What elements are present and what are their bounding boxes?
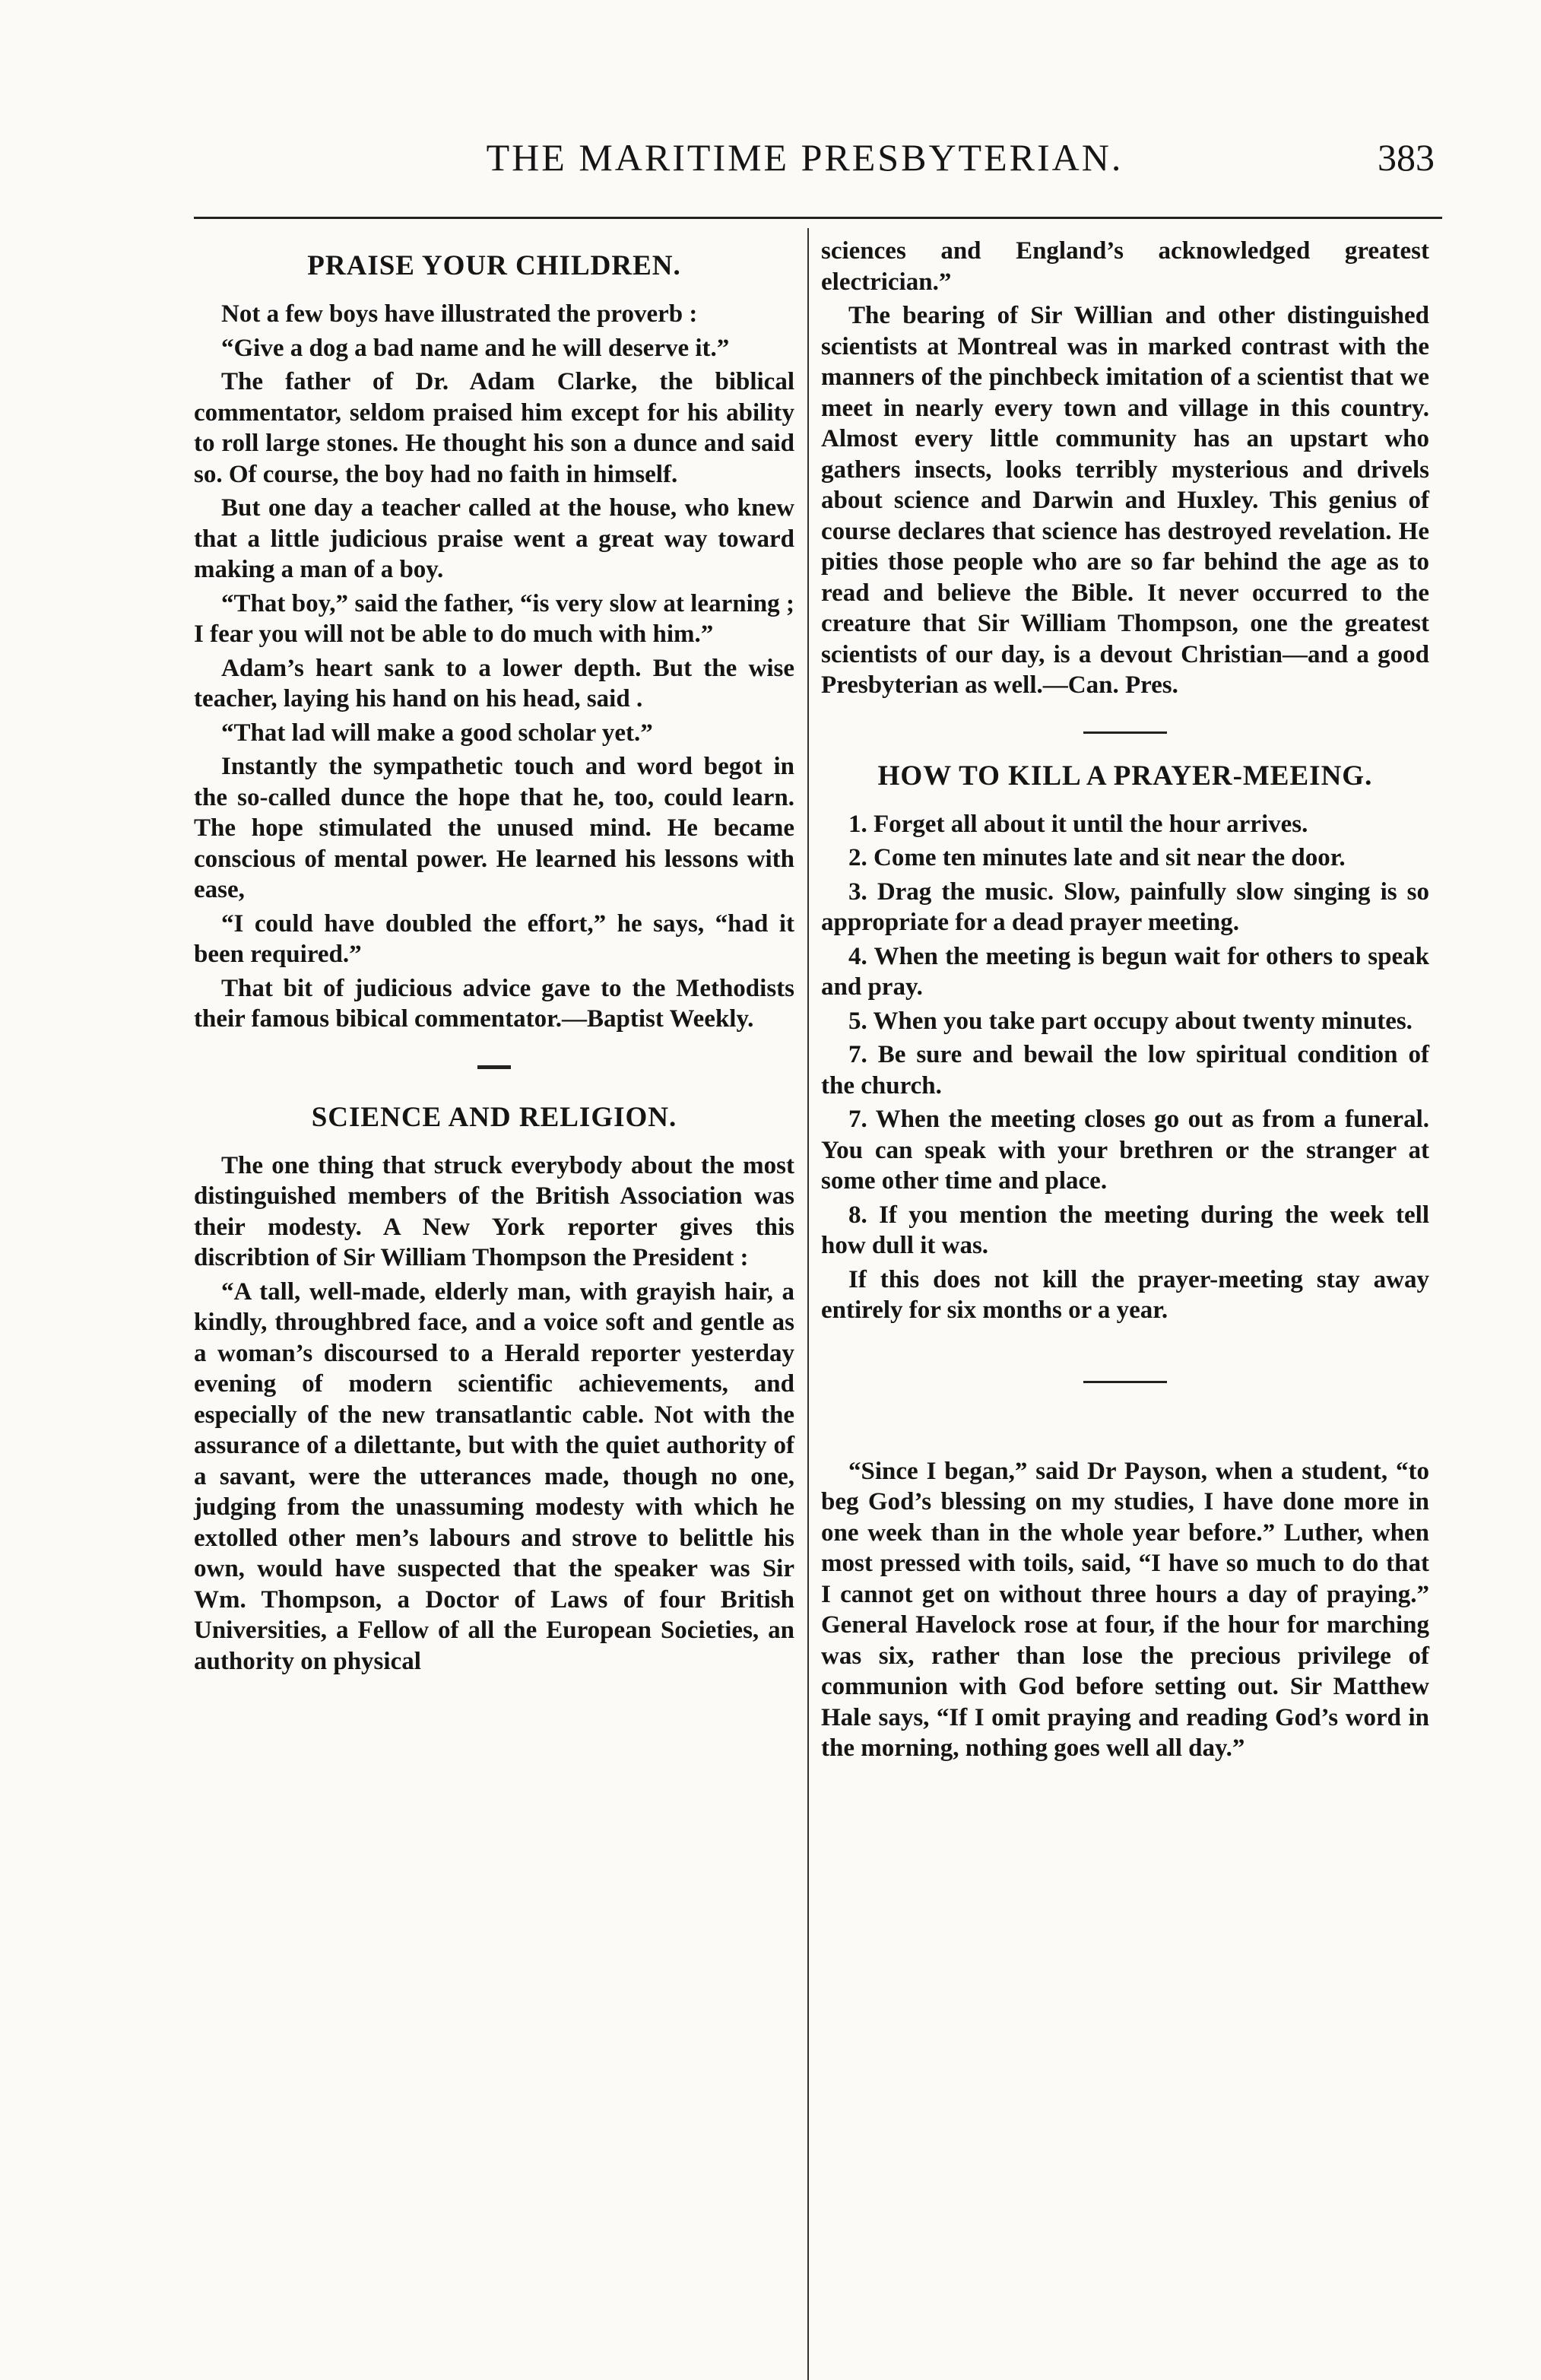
article-paragraph: sciences and England’s acknowledged greatest electrician.” [821, 237, 1429, 296]
list-item: 3. Drag the music. Slow, painfully slow singing is so appropriate for a dead prayer meeting. [821, 877, 1429, 936]
article-paragraph: “That boy,” said the father, “is very slow at learning ; I fear you will not be able to do much with him.” [194, 589, 794, 648]
section-separator [1083, 1381, 1167, 1383]
article-heading-prayer: HOW TO KILL A PRAYER-MEEING. [877, 760, 1373, 792]
right-column [821, 236, 1429, 1767]
page-header [190, 135, 1435, 196]
article-paragraph: The one thing that struck everybody about the most distinguished members of the British Association was their modesty. A New York reporter gives this discribtion of Sir William Thompson the President : [194, 1151, 794, 1271]
article-paragraph: But one day a teacher called at the house, who knew that a little judicious praise went a great way toward making a man of a boy. [194, 494, 794, 583]
list-item: 8. If you mention the meeting during the week tell how dull it was. [821, 1201, 1429, 1259]
section-separator [477, 1065, 511, 1069]
list-item: 1. Forget all about it until the hour arrives. [848, 810, 1308, 838]
left-column [194, 236, 794, 1680]
article-paragraph: “I could have doubled the effort,” he says, “had it been required.” [194, 909, 794, 968]
section-separator [1083, 731, 1167, 734]
article-paragraph: “A tall, well-made, elderly man, with grayish hair, a kindly, throughbred face, and a voice soft and gentle as a woman’s discoursed to a Herald reporter yesterday evening of modern scientific achievements, and especially of the new transatlantic cable. Not with the assurance of a dilettante, but with the quiet authority of a savant, were the utterances made, though no one, judging from the unassuming modesty with which he extolled other men’s labours and strove to belittle his own, would have suspected that the speaker was Sir Wm. Thompson, a Doctor of Laws of four British Universities, a Fellow of all the European Societies, an authority on physical [194, 1277, 794, 1675]
article-paragraph-payson: “Since I began,” said Dr Payson, when a student, “to beg God’s blessing on my studies, I have done more in one week than in the whole year before.” Luther, when most pressed with toils, said, “I have so much to do that I cannot get on without three hours a day of praying.” General Havelock rose at four, if the hour for marching was six, rather than lose the precious privilege of communion with God before setting out. Sir Matthew Hale says, “If I omit praying and reading God’s word in the morning, nothing goes well all day.” [821, 1457, 1429, 1762]
article-paragraph: Not a few boys have illustrated the proverb : [221, 300, 698, 328]
article-paragraph: “That lad will make a good scholar yet.” [221, 719, 653, 747]
article-heading-science: SCIENCE AND RELIGION. [311, 1101, 677, 1133]
article-heading-praise: PRAISE YOUR CHILDREN. [307, 250, 681, 281]
publication-title: THE MARITIME PRESBYTERIAN. [486, 136, 1124, 179]
list-item: 5. When you take part occupy about twenty minutes. [848, 1007, 1413, 1035]
list-item: 2. Come ten minutes late and sit near the door. [848, 844, 1346, 871]
list-item: 7. Be sure and bewail the low spiritual condition of the church. [821, 1041, 1429, 1100]
article-paragraph: The father of Dr. Adam Clarke, the biblical commentator, seldom praised him except for his ability to roll large stones. He thought his son a dunce and said so. Of course, the boy had no faith in himself. [194, 368, 794, 488]
article-paragraph: Adam’s heart sank to a lower depth. But the wise teacher, laying his hand on his head, said . [194, 654, 794, 712]
list-item: 7. When the meeting closes go out as from a funeral. You can speak with your brethren or the stranger at some other time and place. [821, 1106, 1429, 1195]
article-paragraph: The bearing of Sir Willian and other distinguished scientists at Montreal was in marked contrast with the manners of the pinchbeck imitation of a scientist that we meet in nearly every town and village in this country. Almost every little community has an upstart who gathers insects, looks terribly mysterious and drivels about science and Darwin and Huxley. This genius of course declares that science has destroyed revelation. He pities those people who are so far behind the age as to read and believe the Bible. It never occurred to the creature that Sir William Thompson, one the greatest scientists of our day, is a devout Christian—and a good Presbyterian as well.—Can. Pres. [821, 302, 1429, 699]
page-number: 383 [1378, 136, 1435, 179]
column-divider [807, 228, 809, 2380]
article-paragraph: Instantly the sympathetic touch and word begot in the so-called dunce the hope that he, too, could learn. The hope stimulated the unused mind. He became conscious of mental power. He learned his lessons with ease, [194, 753, 794, 903]
list-item: 4. When the meeting is begun wait for others to speak and pray. [821, 942, 1429, 1001]
header-rule [194, 217, 1442, 219]
article-paragraph: “Give a dog a bad name and he will deserve it.” [221, 334, 730, 362]
article-paragraph: That bit of judicious advice gave to the Methodists their famous bibical commentator.—Baptist Weekly. [194, 974, 794, 1033]
list-item: If this does not kill the prayer-meeting stay away entirely for six months or a year. [821, 1265, 1429, 1324]
